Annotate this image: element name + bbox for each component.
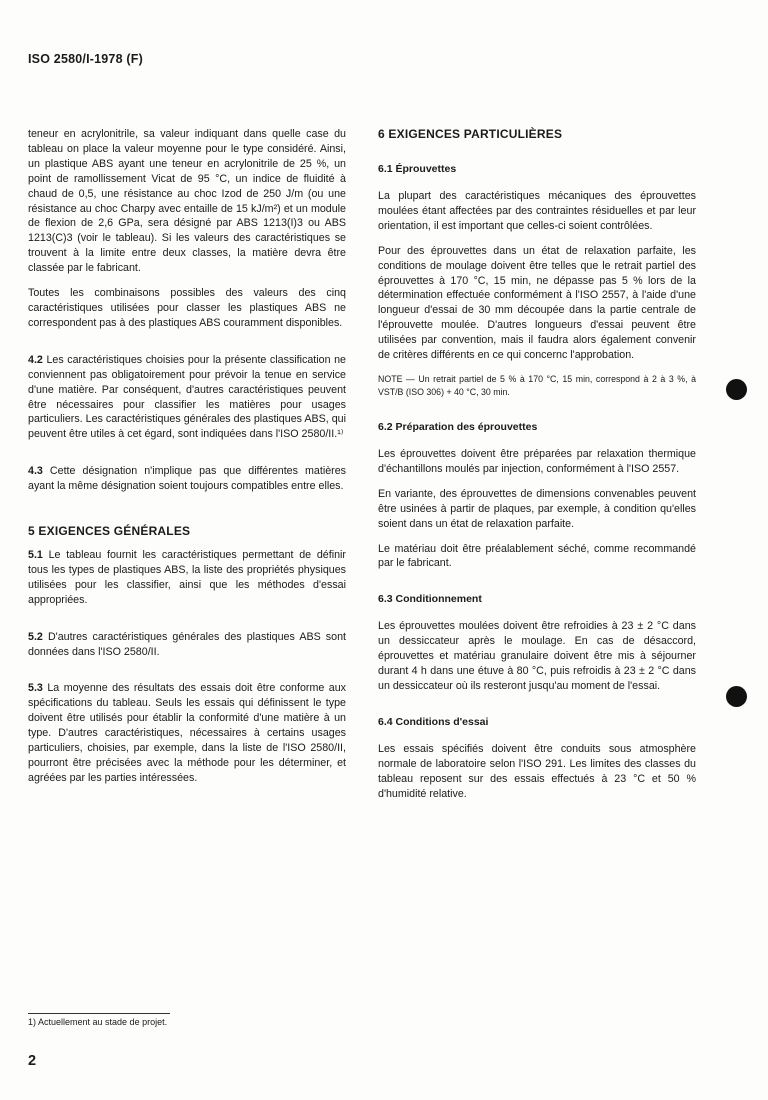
paragraph-6-2-b: En variante, des éprouvettes de dimensions convenables peuvent être usinées à partir de plaques, par exemple, à condition qu'elles soient dans un état de relaxation parfaite. [378,487,696,530]
paragraph-6-1-a: La plupart des caractéristiques mécaniques des éprouvettes moulées étant affectées par des contraintes résiduelles et par leur orientation, il est important que celles-ci soient contrôlées. [378,190,696,232]
clause-4-2: 4.2 Les caractéristiques choisies pour la présente classification ne conviennent pas obligatoirement pour prévoir la tenue en service d'une matière. Par conséquent, d'autres caractéristiques peuvent être nécessaires pour classifier les matières pour usages particuliers. Les caractéristiques générales des plastiques ABS, qui peuvent être utiles à cet égard, sont indiquées dans l'ISO 2580/II.¹⁾ [28,353,346,441]
clause-number: 5.2 [28,630,43,643]
left-column [28,127,346,786]
paragraph-6-1-b: Pour des éprouvettes dans un état de relaxation parfaite, les conditions de moulage doivent être telles que le retrait partiel des éprouvettes à 170 °C, 15 min, ne dépasse pas 5 % lors de la détermination effectuée conformément à l'ISO 2557, à l'aide d'une longueur d'essai de 30 mm découpée dans la partie centrale de l'éprouvette moulée. D'autres longueurs d'essai peuvent être utilisées par convention, mais il faudra alors également convenir de critères différents en ce qui concernc l'approbation. [378,244,696,362]
note-6-1: NOTE — Un retrait partiel de 5 % à 170 °C, 15 min, correspond à 2 à 3 %, à VST/B (ISO 306) + 40 °C, 30 min. [378,373,696,397]
subsection-6-4-heading: 6.4 Conditions d'essai [378,715,489,728]
paragraph-6-3: Les éprouvettes moulées doivent être refroidies à 23 ± 2 °C dans un dessiccateur après le moulage. En cas de désaccord, éprouvettes et matériau granulaire doivent être mis à séjourner durant 4 h dans une étuve à 80 °C, puis refroidis à 23 ± 2 °C dans un dessiccateur où ils resteront jusqu'au moment de l'essai. [378,620,696,692]
paragraph-6-2-c: Le matériau doit être préalablement séché, comme recommandé par le fabricant. [378,542,696,570]
clause-5-1: 5.1 Le tableau fournit les caractéristiques permettant de définir tous les types de plastiques ABS, la liste des propriétés physiques utilisées pour les classifier, ainsi que les méthodes d'essai appropriées. [28,549,346,606]
clause-5-2: 5.2 D'autres caractéristiques générales des plastiques ABS sont données dans l'ISO 2580/II. [28,630,346,658]
clause-number: 5.1 [28,549,43,562]
footnote: 1) Actuellement au stade de projet. [28,1017,168,1027]
clause-number: 5.3 [28,682,43,695]
right-column [378,127,696,801]
paragraph-6-2-a: Les éprouvettes doivent être préparées par relaxation thermique d'échantillons moulés par injection, conformément à l'ISO 2557. [378,447,696,475]
document-id: ISO 2580/I-1978 (F) [28,52,143,66]
subsection-6-3-heading: 6.3 Conditionnement [378,593,482,606]
section-5-heading: 5 EXIGENCES GÉNÉRALES [28,524,191,539]
clause-4-3: 4.3 Cette désignation n'implique pas que différentes matières ayant la même désignation soient toujours compatibles entre elles. [28,465,346,493]
footnote-rule [28,1013,170,1014]
section-6-heading: 6 EXIGENCES PARTICULIÈRES [378,127,563,141]
clause-number: 4.3 [28,465,43,478]
subsection-6-2-heading: 6.2 Préparation des éprouvettes [378,420,538,433]
subsection-6-1-heading: 6.1 Éprouvettes [378,163,457,175]
binder-hole-mark [726,686,747,707]
clause-5-3: 5.3 La moyenne des résultats des essais doit être conforme aux spécifications du tableau. Seuls les essais qui définissent le type doivent être utilisés pour établir la conformité d'une matière à un type. D'autres caractéristiques, nécessaires à certains usages particuliers, choisies, par exemple, dans la liste de l'ISO 2580/II, pourront être précisées avec la méthode pour les déterminer, et agréées par les parties intéressées. [28,682,346,784]
binder-hole-mark [726,379,747,400]
page-number: 2 [28,1053,37,1069]
paragraph-combinations: Toutes les combinaisons possibles des valeurs des cinq caractéristiques utilisées pour classer les plastiques ABS ne correspondent pas à des plastiques ABS couramment disponibles. [28,287,346,329]
paragraph-designation-example: teneur en acrylonitrile, sa valeur indiquant dans quelle case du tableau on place la valeur moyenne pour le type considéré. Ainsi, un plastique ABS ayant une teneur en acrylonitrile de 25 %, un point de ramollissement Vicat de 95 °C, un indice de fluidité à chaud de 0,5, une résistance au choc Izod de 250 J/m (ou une résistance au choc Charpy avec entaille de 15 kJ/m²) et un module de flexion de 2,6 GPa, sera désigné par ABS 1213(I)3 ou ABS 1213(C)3 (voir le tableau). Si les valeurs des caractéristiques se trouvent à la limite entre deux classes, la matière devra être classée par le fabricant. [28,128,346,275]
paragraph-6-4: Les essais spécifiés doivent être conduits sous atmosphère normale de laboratoire selon l'ISO 291. Les limites des classes du tableau reposent sur des essais effectués à 23 °C et 50 % d'humidité relative. [378,742,696,800]
clause-number: 4.2 [28,353,43,366]
